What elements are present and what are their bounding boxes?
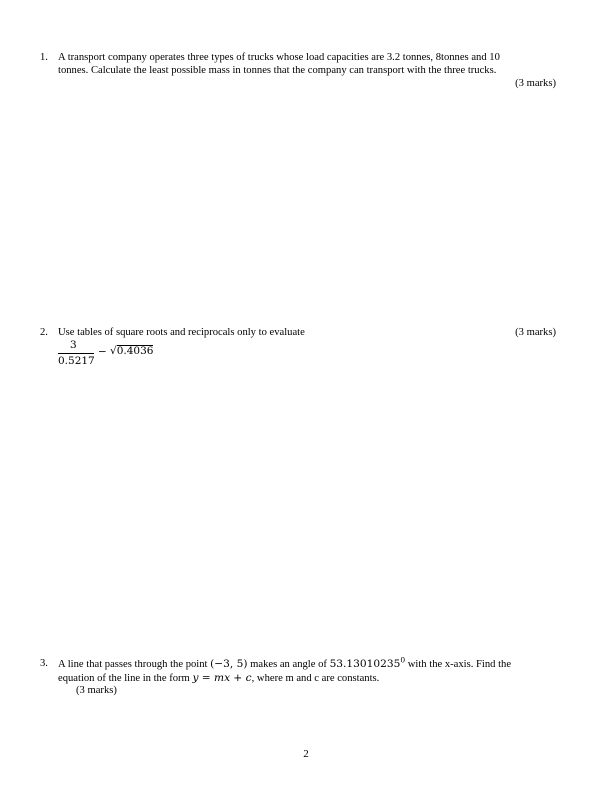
- marks-label: (3 marks): [515, 78, 556, 89]
- fraction-numerator: 3: [70, 339, 77, 351]
- marks-label: (3 marks): [76, 685, 117, 696]
- angle-value: [329, 655, 406, 670]
- fraction-denominator: 0.5217: [58, 355, 95, 367]
- text-segment: makes an angle of: [247, 659, 330, 670]
- fraction-bar: [58, 353, 94, 354]
- text-segment: A line that passes through the point: [58, 659, 211, 670]
- minus-sign: −: [98, 346, 107, 358]
- question-text-line: A transport company operates three types of trucks whose load capacities are 3.2 tonnes, 8tonnes and 10: [58, 52, 500, 63]
- question-number: 2.: [40, 327, 48, 338]
- text-segment: , where m and c are constants.: [251, 673, 380, 684]
- text-segment: equation of the line in the form: [58, 673, 193, 684]
- question-text-line: [58, 655, 568, 672]
- text-segment: with the x-axis. Find the: [405, 659, 512, 670]
- question-number: 3.: [40, 658, 48, 669]
- question-number: 1.: [40, 52, 48, 63]
- marks-label: (3 marks): [515, 327, 556, 338]
- point-coordinates: (−3, 5): [210, 658, 248, 670]
- angle-degree-superscript: 0: [400, 655, 406, 665]
- question-text-line: [58, 672, 558, 686]
- angle-number: 53.13010235: [329, 658, 401, 670]
- square-root: [110, 345, 153, 358]
- radical-sign: √: [110, 345, 117, 357]
- radicand: 0.4036: [116, 345, 154, 357]
- line-equation: y = mx + c: [192, 672, 252, 684]
- page-number: 2: [303, 748, 309, 760]
- question-text-line: Use tables of square roots and reciprocals only to evaluate: [58, 327, 305, 338]
- question-text-line: tonnes. Calculate the least possible mass in tonnes that the company can transport with the three trucks.: [58, 65, 497, 76]
